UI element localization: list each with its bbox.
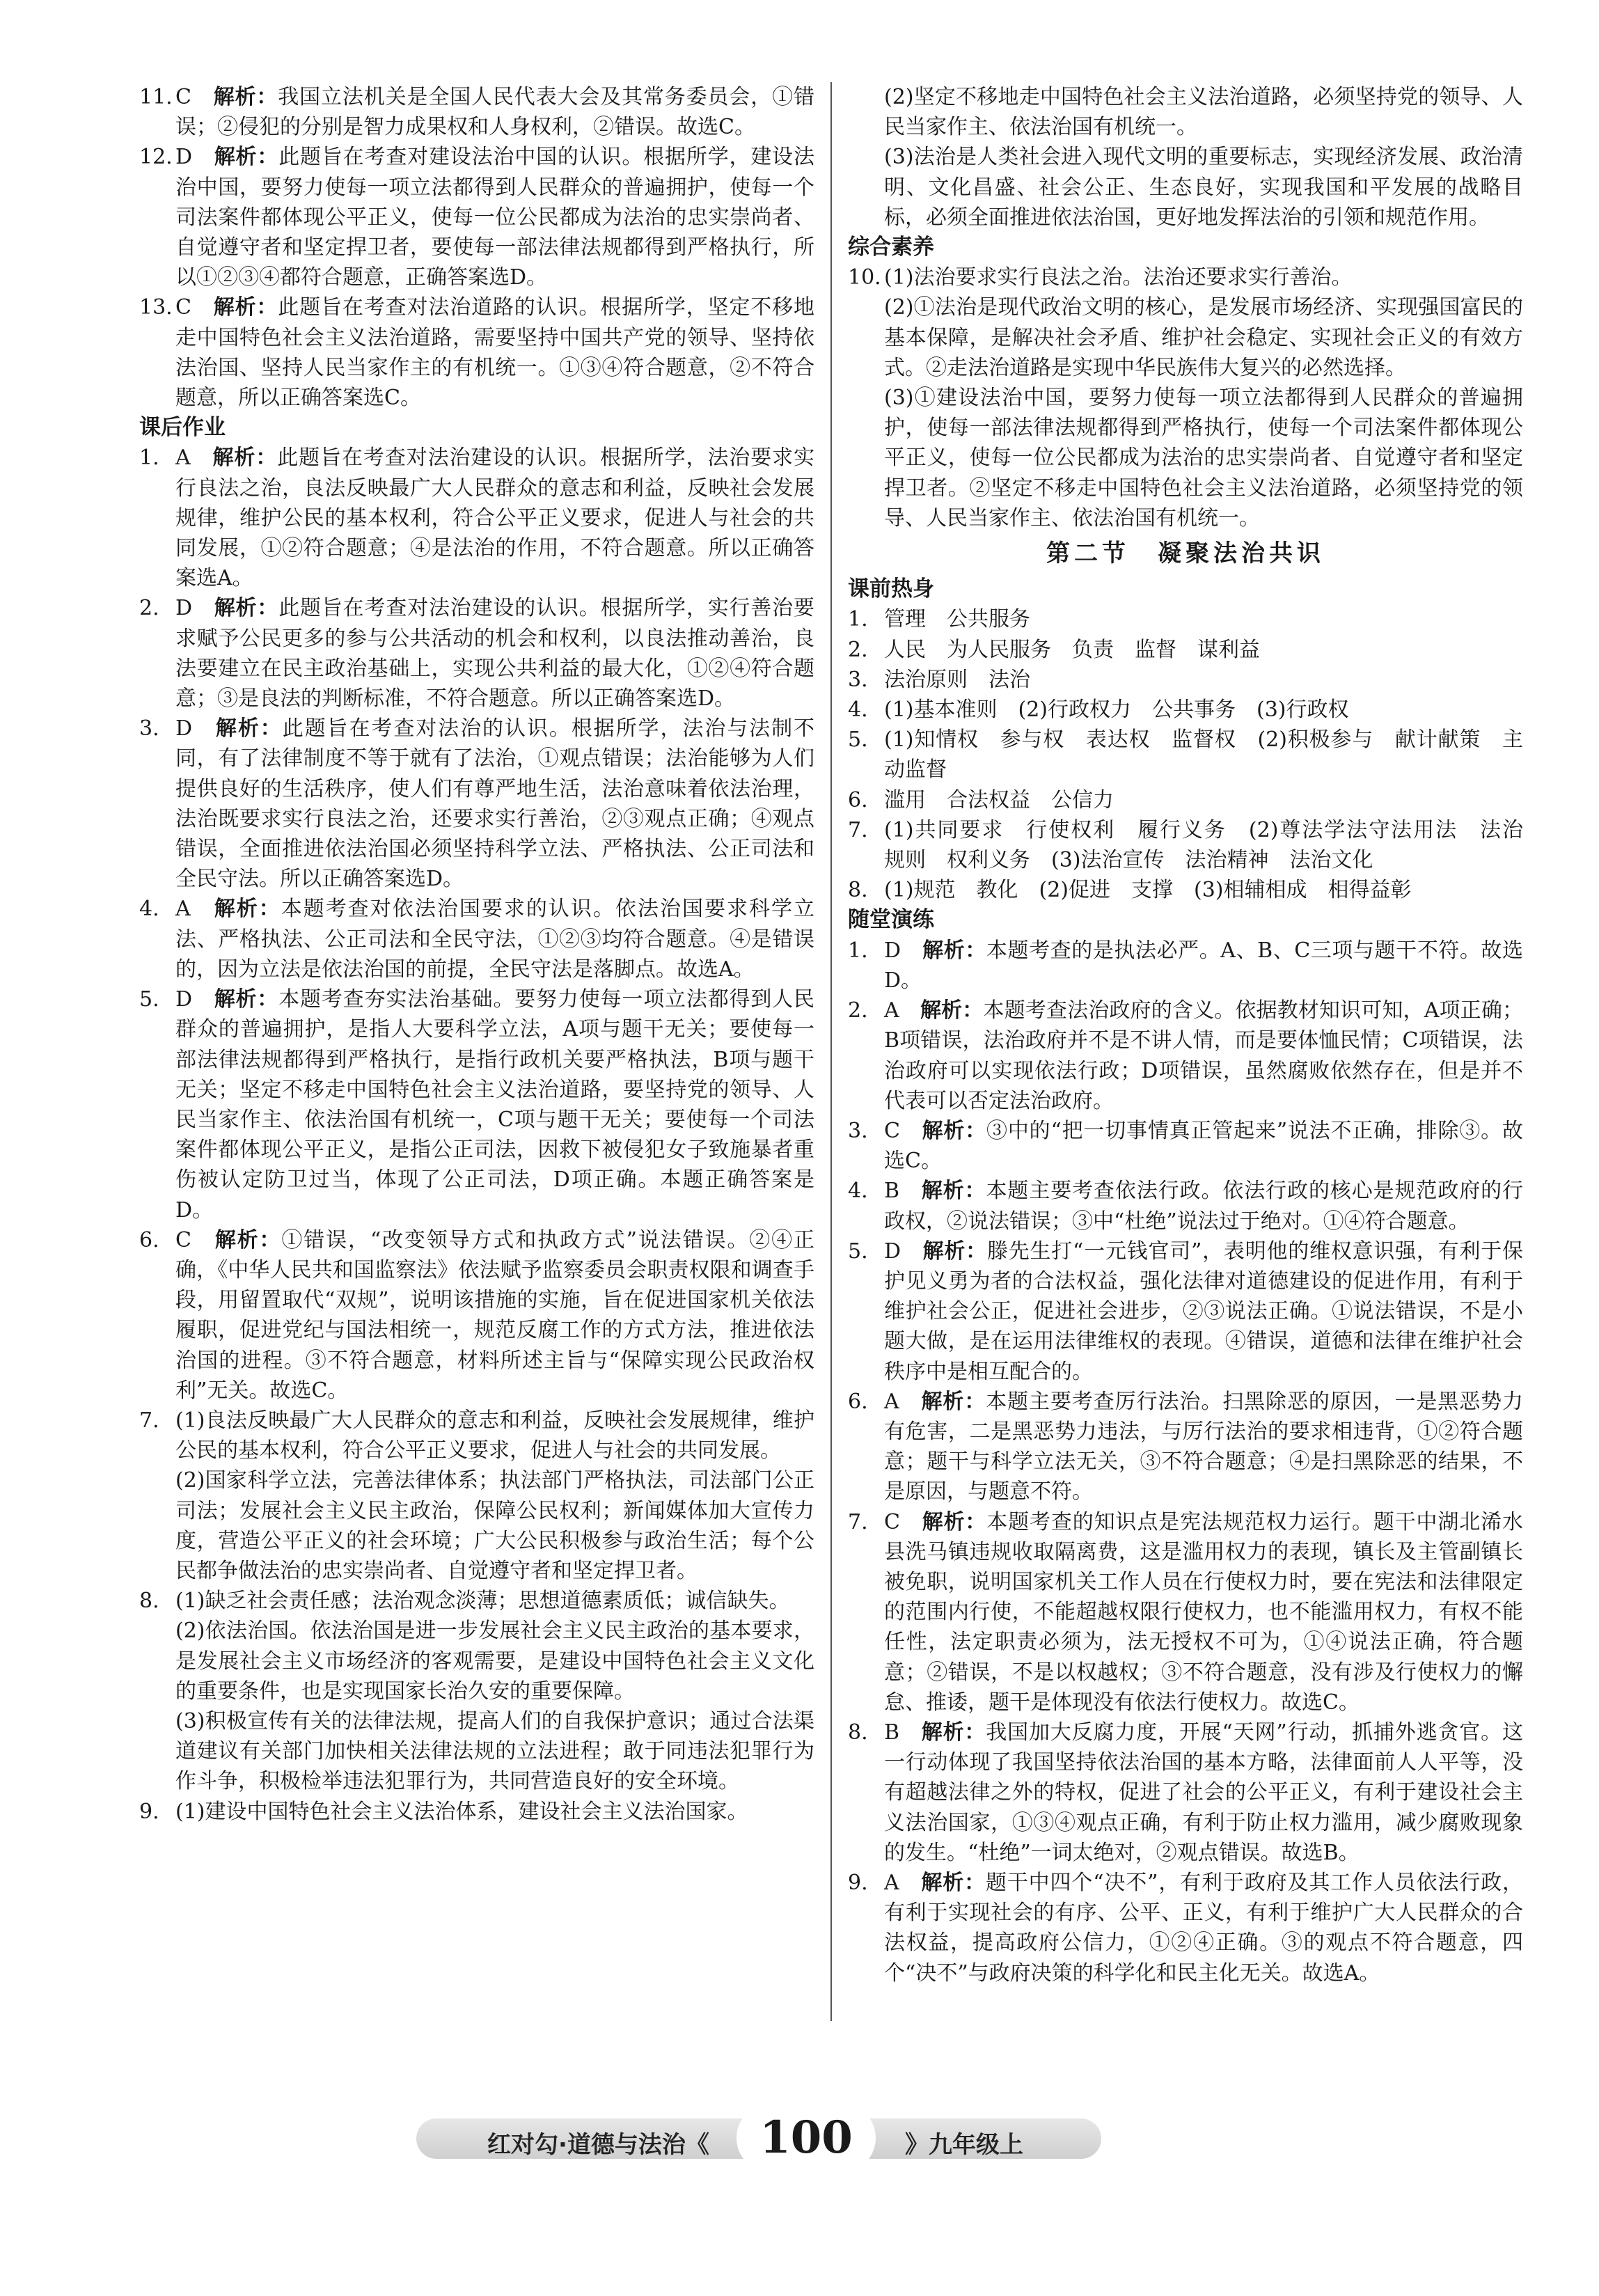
item-number: 5. (848, 728, 868, 753)
answer-paragraph: (2)坚定不移地走中国特色社会主义法治道路，必须坚持党的领导、人民当家作主、依法治国有机统一。 (884, 85, 1523, 140)
left-column (139, 82, 814, 1827)
item-number: 4. (848, 698, 868, 723)
analysis-label: 解析： (922, 1239, 987, 1264)
answer-paragraph: (2)①法治是现代政治文明的核心，是发展市场经济、实现强国富民的基本保障，是解决社会矛盾、维护社会稳定、实现社会正义的有效方式。②走法治道路是实现中华民族伟大复兴的必然选择。 (884, 295, 1523, 380)
answer-text: 本题考查夯实法治基础。要努力使每一项立法都得到人民群众的普遍拥护，是指人大要科学立法，A项与题干无关；要使每一部法律法规都得到严格执行，是指行政机关要严格执法，B项与题干无关；坚定不移走中国特色社会主义法治道路，要坚持党的领导、人民当家作主、依法治国有机统一，C项与题干无关；要使每一个司法案件都体现公平正义，是指公正司法，因救下被侵犯女子致施暴者重伤被认定防卫过当，体现了公正司法，D项正确。本题正确答案是D。 (175, 987, 815, 1222)
answer-text: (1)基本准则 (2)行政权力 公共事务 (3)行政权 (884, 698, 1349, 723)
item-number: 8. (848, 878, 868, 903)
item-number: 1. (848, 607, 868, 632)
analysis-label: 解析： (213, 295, 278, 320)
answer-text: ①错误，“改变领导方式和执政方式”说法错误。②④正确，《中华人民共和国监察法》依法赋予监察委员会职责权限和调查手段，用留置取代“双规”，说明该措施的实施，旨在促进国家机关依法履职，促进党纪与国法相统一，规范反腐工作的方式方法，推进依法治国的进程。③不符合题意，材料所述主旨与“保障实现公民政治权利”无关。故选C。 (175, 1227, 814, 1403)
analysis-label: 解析： (214, 987, 279, 1012)
answer-letter: A (884, 1870, 899, 1895)
answer-text: 本题考查对依法治国要求的认识。依法治国要求科学立法、严格执法、公正司法和全民守法，①②③均符合题意。④是错误的，因为立法是依法治国的前提，全民守法是落脚点。故选A。 (175, 897, 815, 982)
answer-text: 本题考查的是执法必严。A、B、C三项与题干不符。故选D。 (884, 938, 1524, 993)
answer-letter: D (884, 1239, 901, 1264)
analysis-label: 解析： (214, 1227, 282, 1252)
answer-letter: D (884, 938, 901, 963)
answer-text: 滥用 合法权益 公信力 (884, 787, 1114, 812)
answer-item (848, 604, 1523, 634)
answer-text: (1)良法反映最广大人民群众的意志和利益，反映社会发展规律，维护公民的基本权利，符合公平正义要求，促进人与社会的共同发展。 (175, 1408, 814, 1463)
answer-item (848, 635, 1523, 665)
answer-letter: A (175, 897, 191, 922)
item-number: 10. (848, 265, 881, 290)
answer-text: 滕先生打“一元钱官司”，表明他的维权意识强，有利于保护见义勇为者的合法权益，强化法律对道德建设的促进作用，有利于维护社会公正，促进社会进步，②③说法正确。①说法错误，不是小题大做，是在运用法律维权的表现。④错误，道德和法律在维护社会秩序中是相互配合的。 (884, 1239, 1524, 1384)
answer-text: (1)共同要求 行使权利 履行义务 (2)尊法学法守法用法 法治 规则 权利义务 (3)法治宣传 法治精神 法治文化 (884, 817, 1544, 873)
answer-letter: C (884, 1118, 900, 1143)
item-number: 5. (848, 1239, 868, 1264)
item-number: 6. (139, 1227, 159, 1252)
answer-text: 此题旨在考查对法治建设的认识。根据所学，法治要求实行良法之治，良法反映最广大人民群众的意志和利益，反映社会发展规律，维护公民的基本权利，符合公平正义要求，促进人与社会的共同发展，①②符合题意；④是法治的作用，不符合题意。所以正确答案选A。 (175, 446, 815, 591)
answer-text: 我国立法机关是全国人民代表大会及其常务委员会，①错误；②侵犯的分别是智力成果权和人身权利，②错误。故选C。 (175, 85, 815, 140)
answer-paragraph: (3)法治是人类社会进入现代文明的重要标志，实现经济发展、政治清明、文化昌盛、社会公正、生态良好，实现我国和平发展的战略目标，必须全面推进依法治国，更好地发挥法治的引领和规范作用。 (884, 145, 1523, 230)
section-heading: 综合素养 (848, 235, 934, 260)
answer-text: 本题主要考查依法行政。依法行政的核心是规范政府的行政权，②说法错误；③中“杜绝”说法过于绝对。①④符合题意。 (884, 1179, 1524, 1234)
right-column (848, 82, 1544, 1988)
item-number: 9. (139, 1799, 159, 1824)
answer-text: (1)法治要求实行良法之治。法治还要求实行善治。 (884, 265, 1353, 290)
item-number: 4. (139, 897, 159, 922)
analysis-label: 解析： (214, 897, 281, 922)
answer-text: 本题考查的知识点是宪法规范权力运行。题干中湖北浠水县洗马镇违规收取隔离费，这是滥用权力的表现，镇长及主管副镇长被免职，说明国家机关工作人员在行使权力时，要在宪法和法律限定的范围内行使，不能超越权限行使权力，也不能滥用权力，有权不能任性，法定职责必须为，法无授权不可为，①④说法正确，符合题意；②错误，不是以权越权；③不符合题意，没有涉及行使权力的懈怠、推诿，题干是体现没有依法行使权力。故选C。 (884, 1509, 1524, 1715)
item-number: 13. (139, 295, 173, 320)
item-number: 7. (848, 1509, 868, 1534)
item-number: 2. (848, 998, 868, 1023)
answer-letter: D (175, 145, 193, 170)
answer-item (848, 1868, 1523, 1988)
answer-text: (1)知情权 参与权 表达权 监督权 (2)积极参与 献计献策 主动监督 (884, 728, 1523, 783)
analysis-label: 解析： (921, 1720, 986, 1745)
section-heading: 课后作业 (139, 415, 226, 441)
answer-text: ③中的“把一切事情真正管起来”说法不正确，排除③。故选C。 (884, 1118, 1523, 1174)
answer-item (848, 1176, 1523, 1236)
item-number: 4. (848, 1179, 868, 1204)
item-number: 3. (848, 667, 868, 692)
answer-item (139, 894, 814, 984)
answer-text: (1)规范 教化 (2)促进 支撑 (3)相辅相成 相得益彰 (884, 878, 1412, 903)
answer-text: 此题旨在考查对法治的认识。根据所学，法治与法制不同，有了法律制度不等于就有了法治，①观点错误；法治能够为人们提供良好的生活秩序，使人们有尊严地生活，法治意味着依法治理，法治既要求实行良法之治，还要求实行善治，②③观点正确；④观点错误，全面推进依法治国必须坚持科学立法、严格执法、公正司法和全民守法。所以正确答案选D。 (175, 716, 815, 892)
item-number: 8. (848, 1720, 868, 1745)
analysis-label: 解析： (212, 446, 278, 471)
answer-paragraph: (3)①建设法治中国，要努力使每一项立法都得到人民群众的普遍拥护，使每一部法律法规都得到严格执行，使每一个司法案件都体现公平正义，使每一位公民都成为法治的忠实崇尚者、自觉遵守者和坚定捍卫者。②坚定不移走中国特色社会主义法治道路，必须坚持党的领导、人民当家作主、依法治国有机统一。 (884, 386, 1523, 530)
answer-letter: C (175, 85, 191, 109)
answer-item (848, 262, 1523, 292)
answer-text: (1)建设中国特色社会主义法治体系，建设社会主义法治国家。 (175, 1799, 748, 1824)
answer-item (848, 815, 1544, 875)
answer-letter: B (884, 1179, 900, 1204)
answer-text: (1)缺乏社会责任感；法治观念淡薄；思想道德素质低；诚信缺失。 (175, 1589, 790, 1614)
section-heading: 随堂演练 (848, 907, 934, 933)
answer-text: 法治原则 法治 (884, 667, 1030, 692)
answer-item (139, 1586, 814, 1616)
section-heading: 课前热身 (848, 576, 934, 602)
item-number: 2. (848, 637, 868, 662)
answer-letter: A (884, 1389, 899, 1414)
page-footer (0, 2085, 1599, 2169)
answer-letter: C (175, 1227, 191, 1252)
answer-text: 管理 公共服务 (884, 607, 1030, 632)
item-number: 12. (139, 145, 173, 170)
answer-item (848, 725, 1523, 785)
answer-item (848, 996, 1523, 1116)
item-number: 7. (139, 1408, 159, 1433)
answer-item (139, 292, 814, 413)
footer-grade: 》九年级上 (905, 2131, 1023, 2159)
answer-item (139, 984, 814, 1225)
answer-text: 此题旨在考查对建设法治中国的认识。根据所学，建设法治中国，要努力使每一项立法都得到人民群众的普遍拥护，使每一个司法案件都体现公平正义，使每一位公民都成为法治的忠实崇尚者、自觉遵守者和坚定捍卫者，要使每一部法律法规都得到严格执行，所以①②③④都符合题意，正确答案选D。 (175, 145, 815, 290)
analysis-label: 解析： (213, 85, 278, 109)
answer-letter: D (175, 596, 193, 621)
item-number: 3. (848, 1118, 868, 1143)
answer-item (139, 593, 814, 714)
answer-text: 题干中四个“决不”，有利于政府及其工作人员依法行政，有利于实现社会的有序、公平、正义，有利于维护广大人民群众的合法权益，提高政府公信力，①②④正确。③的观点不符合题意，四个“决不”与政府决策的科学化和民主化无关。故选A。 (884, 1870, 1524, 1986)
item-number: 2. (139, 596, 159, 621)
analysis-label: 解析： (922, 938, 986, 963)
answer-letter: A (175, 446, 191, 471)
footer-book-title: 红对勾·道德与法治《 (487, 2131, 709, 2159)
analysis-label: 解析： (921, 1179, 986, 1204)
item-number: 9. (848, 1870, 868, 1895)
answer-item (848, 665, 1523, 695)
chapter-heading: 第二节 凝聚法治共识 (1046, 540, 1325, 568)
analysis-label: 解析： (215, 716, 283, 741)
answer-letter: B (884, 1720, 900, 1745)
answer-item (848, 1507, 1523, 1717)
item-number: 6. (848, 1389, 868, 1414)
answer-item (848, 695, 1523, 725)
answer-item (139, 1225, 814, 1406)
answer-item (139, 714, 814, 894)
answer-text: 本题考查法治政府的含义。依据教材知识可知，A项正确；B项错误，法治政府并不是不讲人情，而是要体恤民情；C项错误，法治政府可以实现依法行政；D项错误，虽然腐败依然存在，但是并不代表可以否定法治政府。 (884, 998, 1523, 1113)
analysis-label: 解析： (214, 596, 279, 621)
answer-item (848, 1236, 1523, 1387)
analysis-label: 解析： (921, 1389, 986, 1414)
answer-text: 本题主要考查厉行法治。扫黑除恶的原因，一是黑恶势力有危害，二是黑恶势力违法，与厉行法治的要求相违背，①②符合题意；题干与科学立法无关，③不符合题意；④是扫黑除恶的结果，不是原因，与题意不符。 (884, 1389, 1524, 1504)
answer-item (139, 142, 814, 292)
analysis-label: 解析： (922, 1509, 987, 1534)
analysis-label: 解析： (921, 1870, 986, 1895)
answer-item (848, 875, 1523, 905)
answer-text: 我国加大反腐力度，开展“天网”行动，抓捕外逃贪官。这一行动体现了我国坚持依法治国的基本方略，法律面前人人平等，没有超越法律之外的特权，促进了社会的公平正义，有利于建设社会主义法治国家，①③④观点正确，有利于防止权力滥用，减少腐败现象的发生。“杜绝”一词太绝对，②观点错误。故选B。 (884, 1720, 1523, 1865)
answer-paragraph: (2)国家科学立法，完善法律体系；执法部门严格执法，司法部门公正司法；发展社会主义民主政治，保障公民权利；新闻媒体加大宣传力度，营造公平正义的社会环境；广大公民积极参与政治生活；每个公民都争做法治的忠实崇尚者、自觉遵守者和坚定捍卫者。 (175, 1468, 814, 1583)
item-number: 5. (139, 987, 159, 1012)
column-divider (830, 82, 832, 2021)
answer-letter: C (884, 1509, 900, 1534)
answer-item (139, 443, 814, 593)
answer-letter: D (175, 716, 193, 741)
page-number: 100 (737, 2103, 876, 2173)
item-number: 7. (848, 817, 868, 842)
answer-text: 此题旨在考查对法治建设的认识。根据所学，实行善治要求赋予公民更多的参与公共活动的机会和权利，以良法推动善治，良法要建立在民主政治基础上，实现公共利益的最大化，①②④符合题意；③是良法的判断标准，不符合题意。所以正确答案选D。 (175, 596, 815, 711)
analysis-label: 解析： (214, 145, 279, 170)
answer-item (848, 1717, 1523, 1868)
item-number: 8. (139, 1589, 159, 1614)
answer-item (139, 1797, 814, 1827)
answer-paragraph: (3)积极宣传有关的法律法规，提高人们的自我保护意识；通过合法渠道建议有关部门加快相关法律法规的立法进程；敢于同违法犯罪行为作斗争，积极检举违法犯罪行为，共同营造良好的安全环境。 (175, 1708, 814, 1794)
answer-text: 此题旨在考查对法治道路的认识。根据所学，坚定不移地走中国特色社会主义法治道路，需要坚持中国共产党的领导、坚持依法治国、坚持人民当家作主的有机统一。①③④符合题意，②不符合题意，所以正确答案选C。 (175, 295, 815, 411)
analysis-label: 解析： (920, 998, 984, 1023)
item-number: 1. (139, 446, 159, 471)
answer-text: 人民 为人民服务 负责 监督 谋利益 (884, 637, 1260, 662)
answer-letter: D (175, 987, 193, 1012)
answer-item (139, 82, 814, 142)
answer-letter: C (175, 295, 191, 320)
answer-item (848, 1116, 1523, 1176)
answer-item (139, 1406, 814, 1465)
answer-item (848, 1387, 1523, 1507)
answer-item (848, 936, 1523, 996)
answer-item (848, 785, 1523, 815)
answer-letter: A (884, 998, 899, 1023)
analysis-label: 解析： (922, 1118, 987, 1143)
item-number: 11. (139, 85, 173, 109)
item-number: 1. (848, 938, 868, 963)
answer-paragraph: (2)依法治国。依法治国是进一步发展社会主义民主政治的基本要求，是发展社会主义市场经济的客观需要，是建设中国特色社会主义文化的重要条件，也是实现国家长治久安的重要保障。 (175, 1619, 814, 1704)
item-number: 3. (139, 716, 159, 741)
item-number: 6. (848, 787, 868, 812)
